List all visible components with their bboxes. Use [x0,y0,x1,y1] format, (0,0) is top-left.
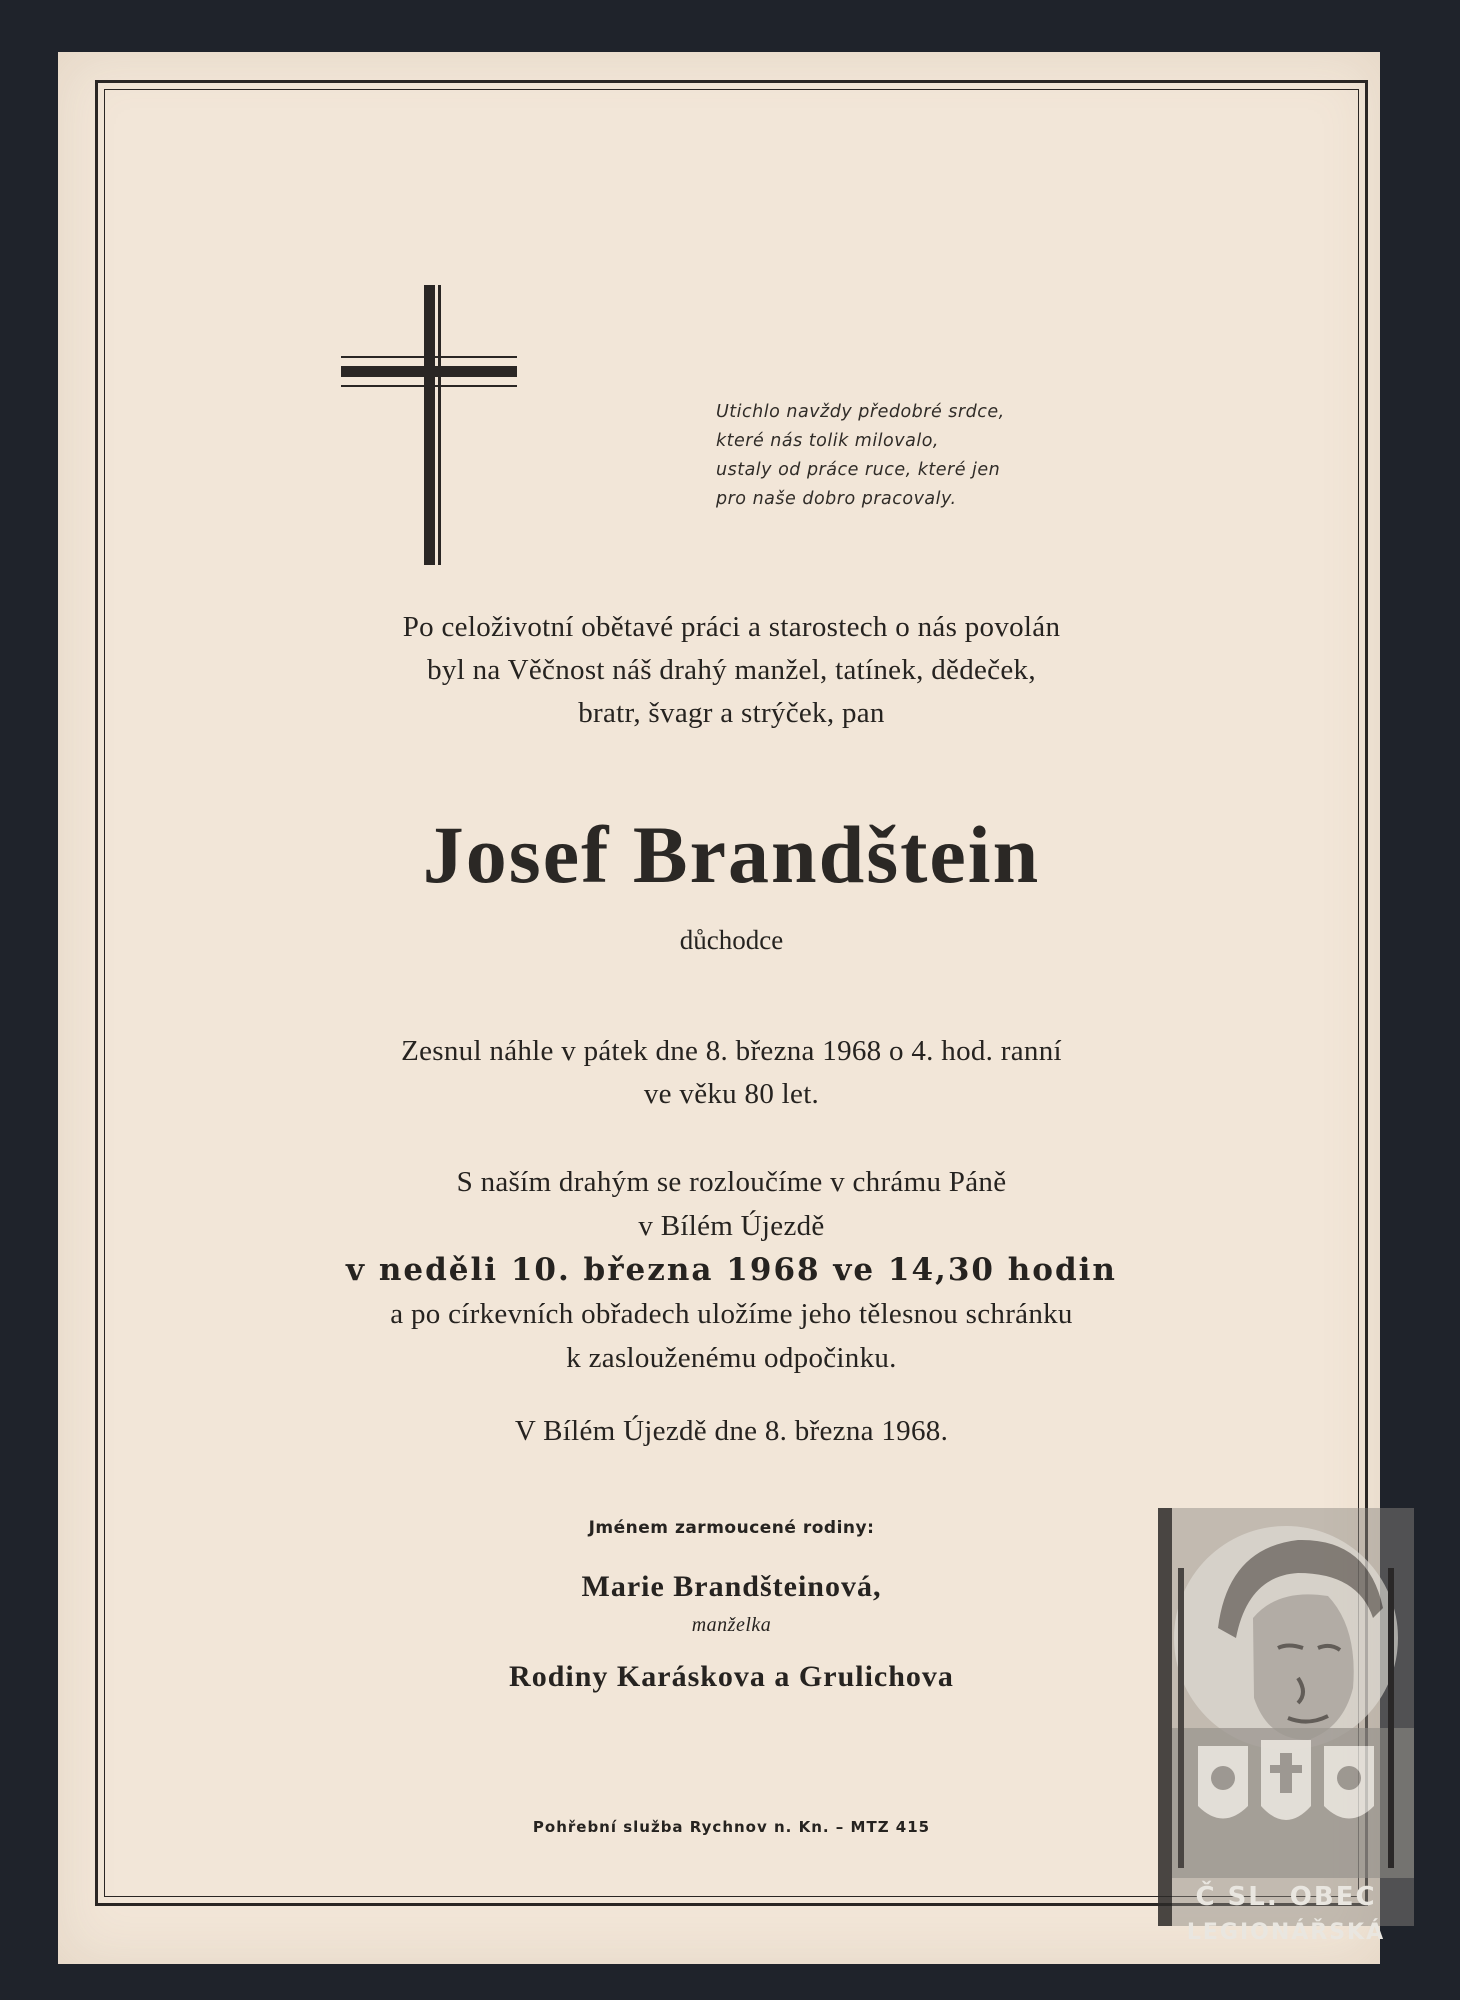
deceased-name: Josef Brandštein [422,809,1041,900]
death-details [104,1030,1359,1116]
ceremony-line: S naším drahým se rozloučíme v chrámu Páně [456,1166,1007,1198]
intro-line: byl na Věčnost náš drahý manžel, tatínek, dědeček, [427,654,1036,686]
deceased-occupation: důchodce [679,925,784,955]
ceremony-line: v Bílém Újezdě [638,1210,825,1242]
verse-line: Utichlo navždy předobré srdce, [716,402,1005,422]
intro-line: Po celoživotní obětavé práci a starostech o nás povolán [402,611,1061,643]
verse-line: ustaly od práce ruce, které jen [716,460,1001,480]
families-names: Rodiny Karáskova a Grulichova [509,1660,954,1693]
memorial-verse [716,398,1116,514]
ceremony-line: k zaslouženému odpočinku. [566,1342,897,1374]
ceremony-datetime: v neděli 10. března 1968 ve 14,30 hodin [346,1252,1117,1288]
ceremony-line: a po církevních obřadech uložíme jeho tělesnou schránku [390,1298,1073,1330]
place-date: V Bílém Újezdě dne 8. března 1968. [514,1415,949,1447]
intro-line: bratr, švagr a strýček, pan [578,697,885,729]
family-intro: Jménem zarmoucené rodiny: [588,1518,875,1538]
watermark-line-1: Č SL. OBEC [1195,1882,1377,1912]
death-line: Zesnul náhle v pátek dne 8. března 1968 o 4. hod. ranní [401,1035,1062,1067]
funeral-details [104,1160,1359,1380]
widow-role: manželka [691,1614,772,1636]
watermark-line-2: LEGIONÁŘSKÁ [1186,1920,1386,1945]
funeral-service-footer: Pohřební služba Rychnov n. Kn. – MTZ 415 [532,1818,931,1836]
death-line: ve věku 80 let. [643,1078,820,1110]
widow-name: Marie Brandšteinová, [581,1570,882,1603]
legion-watermark-icon [1158,1478,1414,1926]
verse-line: pro naše dobro pracovaly. [716,489,957,509]
verse-line: které nás tolik milovalo, [716,431,939,451]
announcement-intro [104,606,1359,735]
